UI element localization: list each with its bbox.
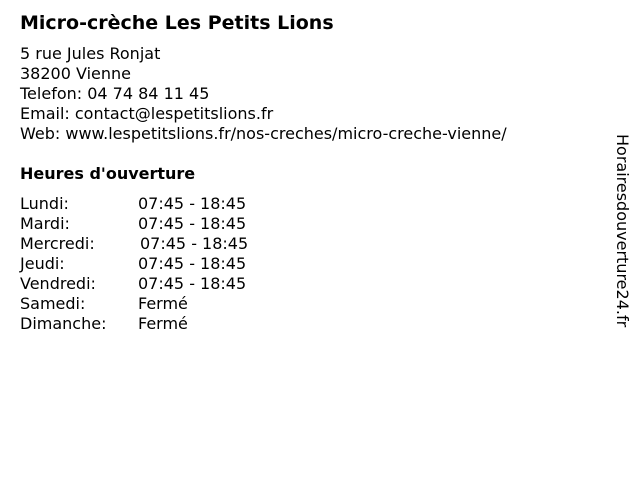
time-value: 07:45 - 18:45	[140, 234, 249, 253]
site-watermark: Horairesdouverture24.fr	[613, 134, 632, 328]
city-postcode: 38200 Vienne	[20, 64, 131, 83]
day-label: Vendredi:	[20, 274, 96, 293]
street-address: 5 rue Jules Ronjat	[20, 44, 161, 63]
day-label: Samedi:	[20, 294, 86, 313]
phone-line: Telefon: 04 74 84 11 45	[20, 84, 210, 103]
time-value: Fermé	[138, 294, 188, 313]
time-value: 07:45 - 18:45	[138, 274, 247, 293]
time-value: 07:45 - 18:45	[138, 254, 247, 273]
email-line: Email: contact@lespetitslions.fr	[20, 104, 274, 123]
day-label: Dimanche:	[20, 314, 107, 333]
contact-block	[20, 44, 507, 144]
day-label: Lundi:	[20, 194, 69, 213]
time-value: Fermé	[138, 314, 188, 333]
business-title: Micro-crèche Les Petits Lions	[20, 12, 334, 34]
time-value: 07:45 - 18:45	[138, 194, 247, 213]
time-value: 07:45 - 18:45	[138, 214, 247, 233]
web-line: Web: www.lespetitslions.fr/nos-creches/micro-creche-vienne/	[20, 124, 507, 143]
day-label: Jeudi:	[20, 254, 65, 273]
day-label: Mercredi:	[20, 234, 95, 253]
opening-hours-heading: Heures d'ouverture	[20, 164, 196, 183]
day-label: Mardi:	[20, 214, 70, 233]
